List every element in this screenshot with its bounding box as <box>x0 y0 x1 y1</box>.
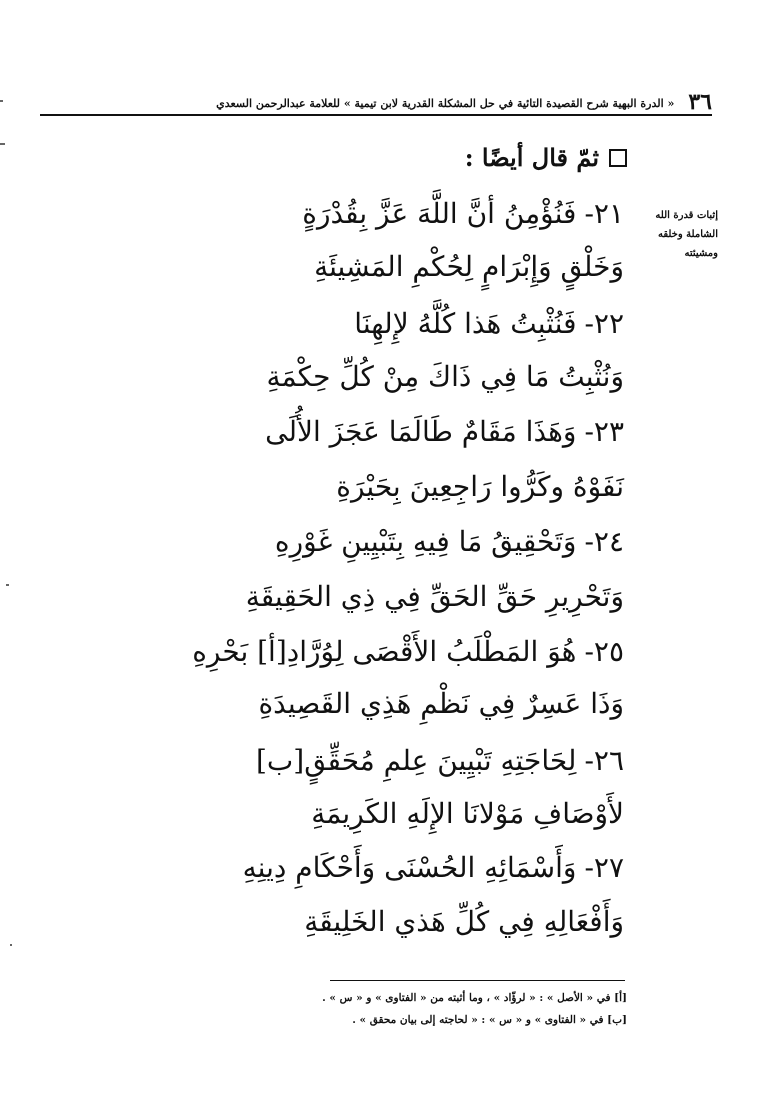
verse-first-hemistich: ٢٦-لِحَاجَتِهِ تَبْيِينَ عِلمِ مُحَقِّقٍ[ب] <box>255 744 624 777</box>
page-number: ٣٦ <box>688 89 712 115</box>
scan-mark <box>6 584 9 586</box>
verse-first-hemistich: ٢٣-وَهَذَا مَقَامٌ طَالَمَا عَجَزَ الأُلَى <box>265 415 624 448</box>
verse-number: ٢٦- <box>584 744 624 777</box>
margin-note-line: الشاملة وخلقه <box>657 229 718 240</box>
footnote: [ب] في « الفتاوى » و « س » : « لحاجته إلى بيان محقق » . <box>352 1014 627 1026</box>
verse-second-hemistich: وَخَلْقٍ وَإِبْرَامٍ لِحُكْمِ المَشِيئَةِ <box>314 250 624 283</box>
margin-note <box>646 206 718 263</box>
verse-number: ٢٥- <box>584 635 624 668</box>
verse-second-hemistich: وَذَا عَسِرٌ فِي نَظْمِ هَذِي القَصِيدَةِ <box>258 687 624 720</box>
section-title <box>465 143 627 172</box>
running-title: « الدرة البهية شرح القصيدة التائية في حل المشكلة القدرية لابن تيمية » للعلامة عبدالرحمن السعدي <box>216 97 675 110</box>
verse-first-hemistich: ٢١-فَنُؤْمِنُ أنَّ اللَّهَ عَزَّ بِقُدْرَةٍ <box>302 197 624 230</box>
footnote-separator <box>330 980 625 981</box>
scan-mark <box>0 100 3 102</box>
verse-first-hemistich: ٢٢-فَنُثْبِتُ هَذا كُلَّهُ لإِلهِنَا <box>354 307 624 340</box>
verse-number: ٢١- <box>584 197 624 230</box>
section-title-text: ثمّ قال أيضًا : <box>464 143 599 172</box>
footnote: [أ] في « الأصل » : « لرؤّاد » ، وما أثبته من « الفتاوى » و « س » . <box>322 992 627 1004</box>
verse-number: ٢٧- <box>584 851 624 884</box>
verse-number: ٢٣- <box>584 415 624 448</box>
margin-note-line: ومشيئته <box>684 248 718 259</box>
scan-mark <box>10 944 12 946</box>
verse-second-hemistich: وَتَحْرِيرِ حَقِّ الحَقِّ فِي ذِي الحَقِيقَةِ <box>245 580 624 613</box>
verse-first-hemistich: ٢٤-وَتَحْقِيقُ مَا فِيهِ بِتَبْيِينِ غَوْرِهِ <box>274 525 624 558</box>
scan-mark <box>0 143 5 145</box>
margin-note-line: إثبات قدرة الله <box>655 210 718 221</box>
page-header <box>40 88 712 116</box>
verse-second-hemistich: لأَوْصَافِ مَوْلانَا الإِلَهِ الكَرِيمَةِ <box>311 797 624 830</box>
verse-first-hemistich: ٢٧-وَأَسْمَائِهِ الحُسْنَى وَأَحْكَامِ دِينِهِ <box>242 851 624 884</box>
square-bullet-icon <box>609 149 627 167</box>
verse-first-hemistich: ٢٥-هُوَ المَطْلَبُ الأَقْصَى لِوُرَّادِ[أ] بَحْرِهِ <box>192 635 624 668</box>
verse-second-hemistich: وَأَفْعَالِهِ فِي كُلِّ هَذي الخَلِيقَةِ <box>304 905 624 938</box>
verse-number: ٢٢- <box>584 307 624 340</box>
verse-number: ٢٤- <box>584 525 624 558</box>
verse-second-hemistich: نَفَوْهُ وكَرُّوا رَاجِعِينَ بِحَيْرَةِ <box>336 470 624 503</box>
verse-second-hemistich: وَنُثْبِتُ مَا فِي ذَاكَ مِنْ كُلِّ حِكْمَةِ <box>266 360 624 393</box>
